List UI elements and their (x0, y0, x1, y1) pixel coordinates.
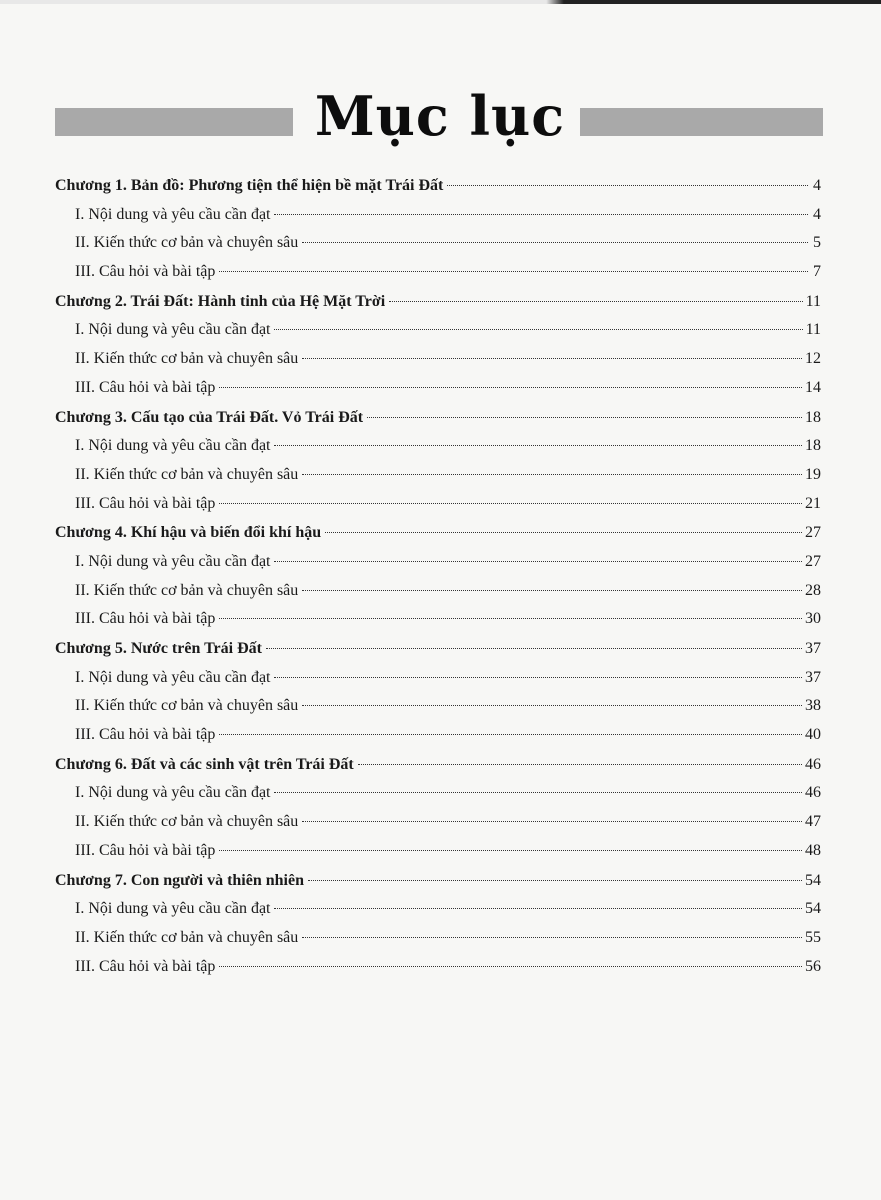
toc-page-number: 4 (813, 177, 821, 194)
toc-leader-dots (274, 561, 802, 562)
toc-section-entry[interactable] (55, 605, 821, 634)
toc-chapter-group (55, 867, 821, 982)
toc-section-title: III. Câu hỏi và bài tập (75, 610, 216, 628)
toc-leader-dots (447, 185, 808, 186)
toc-section-title: II. Kiến thức cơ bản và chuyên sâu (75, 465, 299, 483)
toc-leader-dots (367, 417, 802, 418)
toc-section-title: II. Kiến thức cơ bản và chuyên sâu (75, 234, 299, 252)
toc-leader-dots (302, 705, 802, 706)
toc-chapter-entry[interactable] (55, 404, 821, 433)
toc-section-entry[interactable] (55, 664, 821, 693)
toc-leader-dots (302, 590, 802, 591)
toc-section-title: I. Nội dung và yêu cầu cần đạt (75, 321, 271, 339)
toc-section-entry[interactable] (55, 316, 821, 345)
page-top-edge (0, 0, 881, 4)
toc-page-number: 38 (805, 697, 821, 715)
toc-leader-dots (308, 880, 802, 881)
toc-section-title: II. Kiến thức cơ bản và chuyên sâu (75, 581, 299, 599)
toc-section-title: I. Nội dung và yêu cầu cần đạt (75, 205, 271, 223)
toc-chapter-title: Chương 1. Bản đồ: Phương tiện thể hiện bề mặt Trái Đất (55, 177, 444, 194)
toc-page-number: 4 (813, 205, 821, 223)
toc-section-title: II. Kiến thức cơ bản và chuyên sâu (75, 813, 299, 831)
toc-section-entry[interactable] (55, 953, 821, 982)
toc-section-entry[interactable] (55, 924, 821, 953)
toc-section-entry[interactable] (55, 721, 821, 750)
toc-page-number: 48 (805, 841, 821, 859)
toc-section-title: III. Câu hỏi và bài tập (75, 494, 216, 512)
toc-leader-dots (219, 387, 802, 388)
toc-section-title: II. Kiến thức cơ bản và chuyên sâu (75, 350, 299, 368)
toc-chapter-group (55, 288, 821, 403)
toc-chapter-title: Chương 6. Đất và các sinh vật trên Trái Đất (55, 755, 354, 773)
toc-section-entry[interactable] (55, 374, 821, 403)
toc-section-entry[interactable] (55, 490, 821, 519)
toc-leader-dots (389, 301, 802, 302)
toc-page-number: 37 (805, 640, 821, 657)
heading-bar-left (55, 108, 293, 136)
toc-page-number: 54 (805, 900, 821, 918)
toc-page-number: 56 (805, 957, 821, 975)
toc-chapter-entry[interactable] (55, 288, 821, 317)
toc-chapter-group (55, 172, 821, 287)
toc-leader-dots (302, 358, 802, 359)
toc-section-entry[interactable] (55, 229, 821, 258)
toc-section-entry[interactable] (55, 779, 821, 808)
toc-leader-dots (274, 214, 808, 215)
toc-chapter-title: Chương 7. Con người và thiên nhiên (55, 871, 304, 889)
toc-chapter-entry[interactable] (55, 635, 821, 664)
toc-section-entry[interactable] (55, 345, 821, 374)
toc-page-number: 40 (805, 726, 821, 744)
toc-page-number: 12 (805, 350, 821, 368)
toc-leader-dots (274, 677, 802, 678)
toc-page-number: 27 (805, 524, 821, 542)
toc-section-title: I. Nội dung và yêu cầu cần đạt (75, 784, 271, 802)
toc-leader-dots (219, 271, 808, 272)
toc-leader-dots (219, 618, 802, 619)
toc-chapter-entry[interactable] (55, 172, 821, 201)
toc-chapter-entry[interactable] (55, 867, 821, 896)
toc-leader-dots (274, 329, 802, 330)
toc-page-number: 55 (805, 928, 821, 946)
toc-section-entry[interactable] (55, 258, 821, 287)
toc-chapter-entry[interactable] (55, 751, 821, 780)
toc-leader-dots (302, 474, 802, 475)
toc-section-title: II. Kiến thức cơ bản và chuyên sâu (75, 697, 299, 715)
toc-section-entry[interactable] (55, 548, 821, 577)
toc-leader-dots (219, 734, 802, 735)
toc-chapter-group (55, 751, 821, 866)
toc-section-title: I. Nội dung và yêu cầu cần đạt (75, 900, 271, 918)
toc-section-title: I. Nội dung và yêu cầu cần đạt (75, 668, 271, 686)
toc-chapter-group (55, 404, 821, 519)
heading-bar-right (580, 108, 823, 136)
toc-section-entry[interactable] (55, 577, 821, 606)
toc-chapter-group (55, 519, 821, 634)
toc-leader-dots (274, 792, 802, 793)
toc-chapter-title: Chương 4. Khí hậu và biến đổi khí hậu (55, 524, 322, 542)
toc-section-title: III. Câu hỏi và bài tập (75, 726, 216, 744)
toc-section-title: II. Kiến thức cơ bản và chuyên sâu (75, 928, 299, 946)
toc-page-number: 19 (805, 465, 821, 483)
toc-chapter-title: Chương 2. Trái Đất: Hành tinh của Hệ Mặt Trời (55, 292, 386, 310)
toc-section-entry[interactable] (55, 201, 821, 230)
toc-leader-dots (325, 532, 802, 533)
toc-page-number: 21 (805, 494, 821, 512)
toc-page-number: 7 (813, 263, 821, 281)
page-title: Mục lục (314, 84, 566, 148)
toc-page-number: 46 (805, 755, 821, 773)
toc-section-title: III. Câu hỏi và bài tập (75, 263, 216, 281)
toc-page-number: 11 (805, 321, 821, 339)
toc-section-title: I. Nội dung và yêu cầu cần đạt (75, 552, 271, 570)
toc-page-number: 30 (805, 610, 821, 628)
toc-section-entry[interactable] (55, 808, 821, 837)
toc-page-number: 18 (805, 408, 821, 426)
toc-leader-dots (302, 821, 802, 822)
toc-page-number: 14 (805, 378, 821, 396)
toc-leader-dots (274, 445, 802, 446)
toc-chapter-title: Chương 5. Nước trên Trái Đất (55, 640, 262, 657)
toc-chapter-entry[interactable] (55, 519, 821, 548)
toc-page-number: 54 (805, 871, 821, 889)
toc-leader-dots (219, 503, 802, 504)
toc-page-number: 5 (813, 234, 821, 252)
toc-page-number: 27 (805, 552, 821, 570)
table-of-contents (55, 172, 821, 982)
heading-row (55, 84, 823, 154)
toc-chapter-group (55, 635, 821, 750)
toc-section-entry[interactable] (55, 432, 821, 461)
toc-page-number: 47 (805, 813, 821, 831)
toc-leader-dots (266, 648, 802, 649)
toc-page-number: 37 (805, 668, 821, 686)
toc-section-entry[interactable] (55, 692, 821, 721)
toc-section-entry[interactable] (55, 895, 821, 924)
toc-leader-dots (302, 937, 802, 938)
toc-page-number: 46 (805, 784, 821, 802)
toc-leader-dots (219, 850, 802, 851)
toc-leader-dots (274, 908, 802, 909)
toc-section-title: I. Nội dung và yêu cầu cần đạt (75, 437, 271, 455)
toc-leader-dots (302, 242, 808, 243)
toc-page-number: 28 (805, 581, 821, 599)
toc-page-number: 11 (805, 292, 821, 310)
toc-leader-dots (219, 966, 802, 967)
toc-section-entry[interactable] (55, 461, 821, 490)
toc-section-entry[interactable] (55, 837, 821, 866)
toc-chapter-title: Chương 3. Cấu tạo của Trái Đất. Vỏ Trái Đất (55, 408, 364, 426)
toc-leader-dots (358, 764, 802, 765)
toc-page-number: 18 (805, 437, 821, 455)
toc-section-title: III. Câu hỏi và bài tập (75, 957, 216, 975)
toc-section-title: III. Câu hỏi và bài tập (75, 841, 216, 859)
toc-section-title: III. Câu hỏi và bài tập (75, 378, 216, 396)
